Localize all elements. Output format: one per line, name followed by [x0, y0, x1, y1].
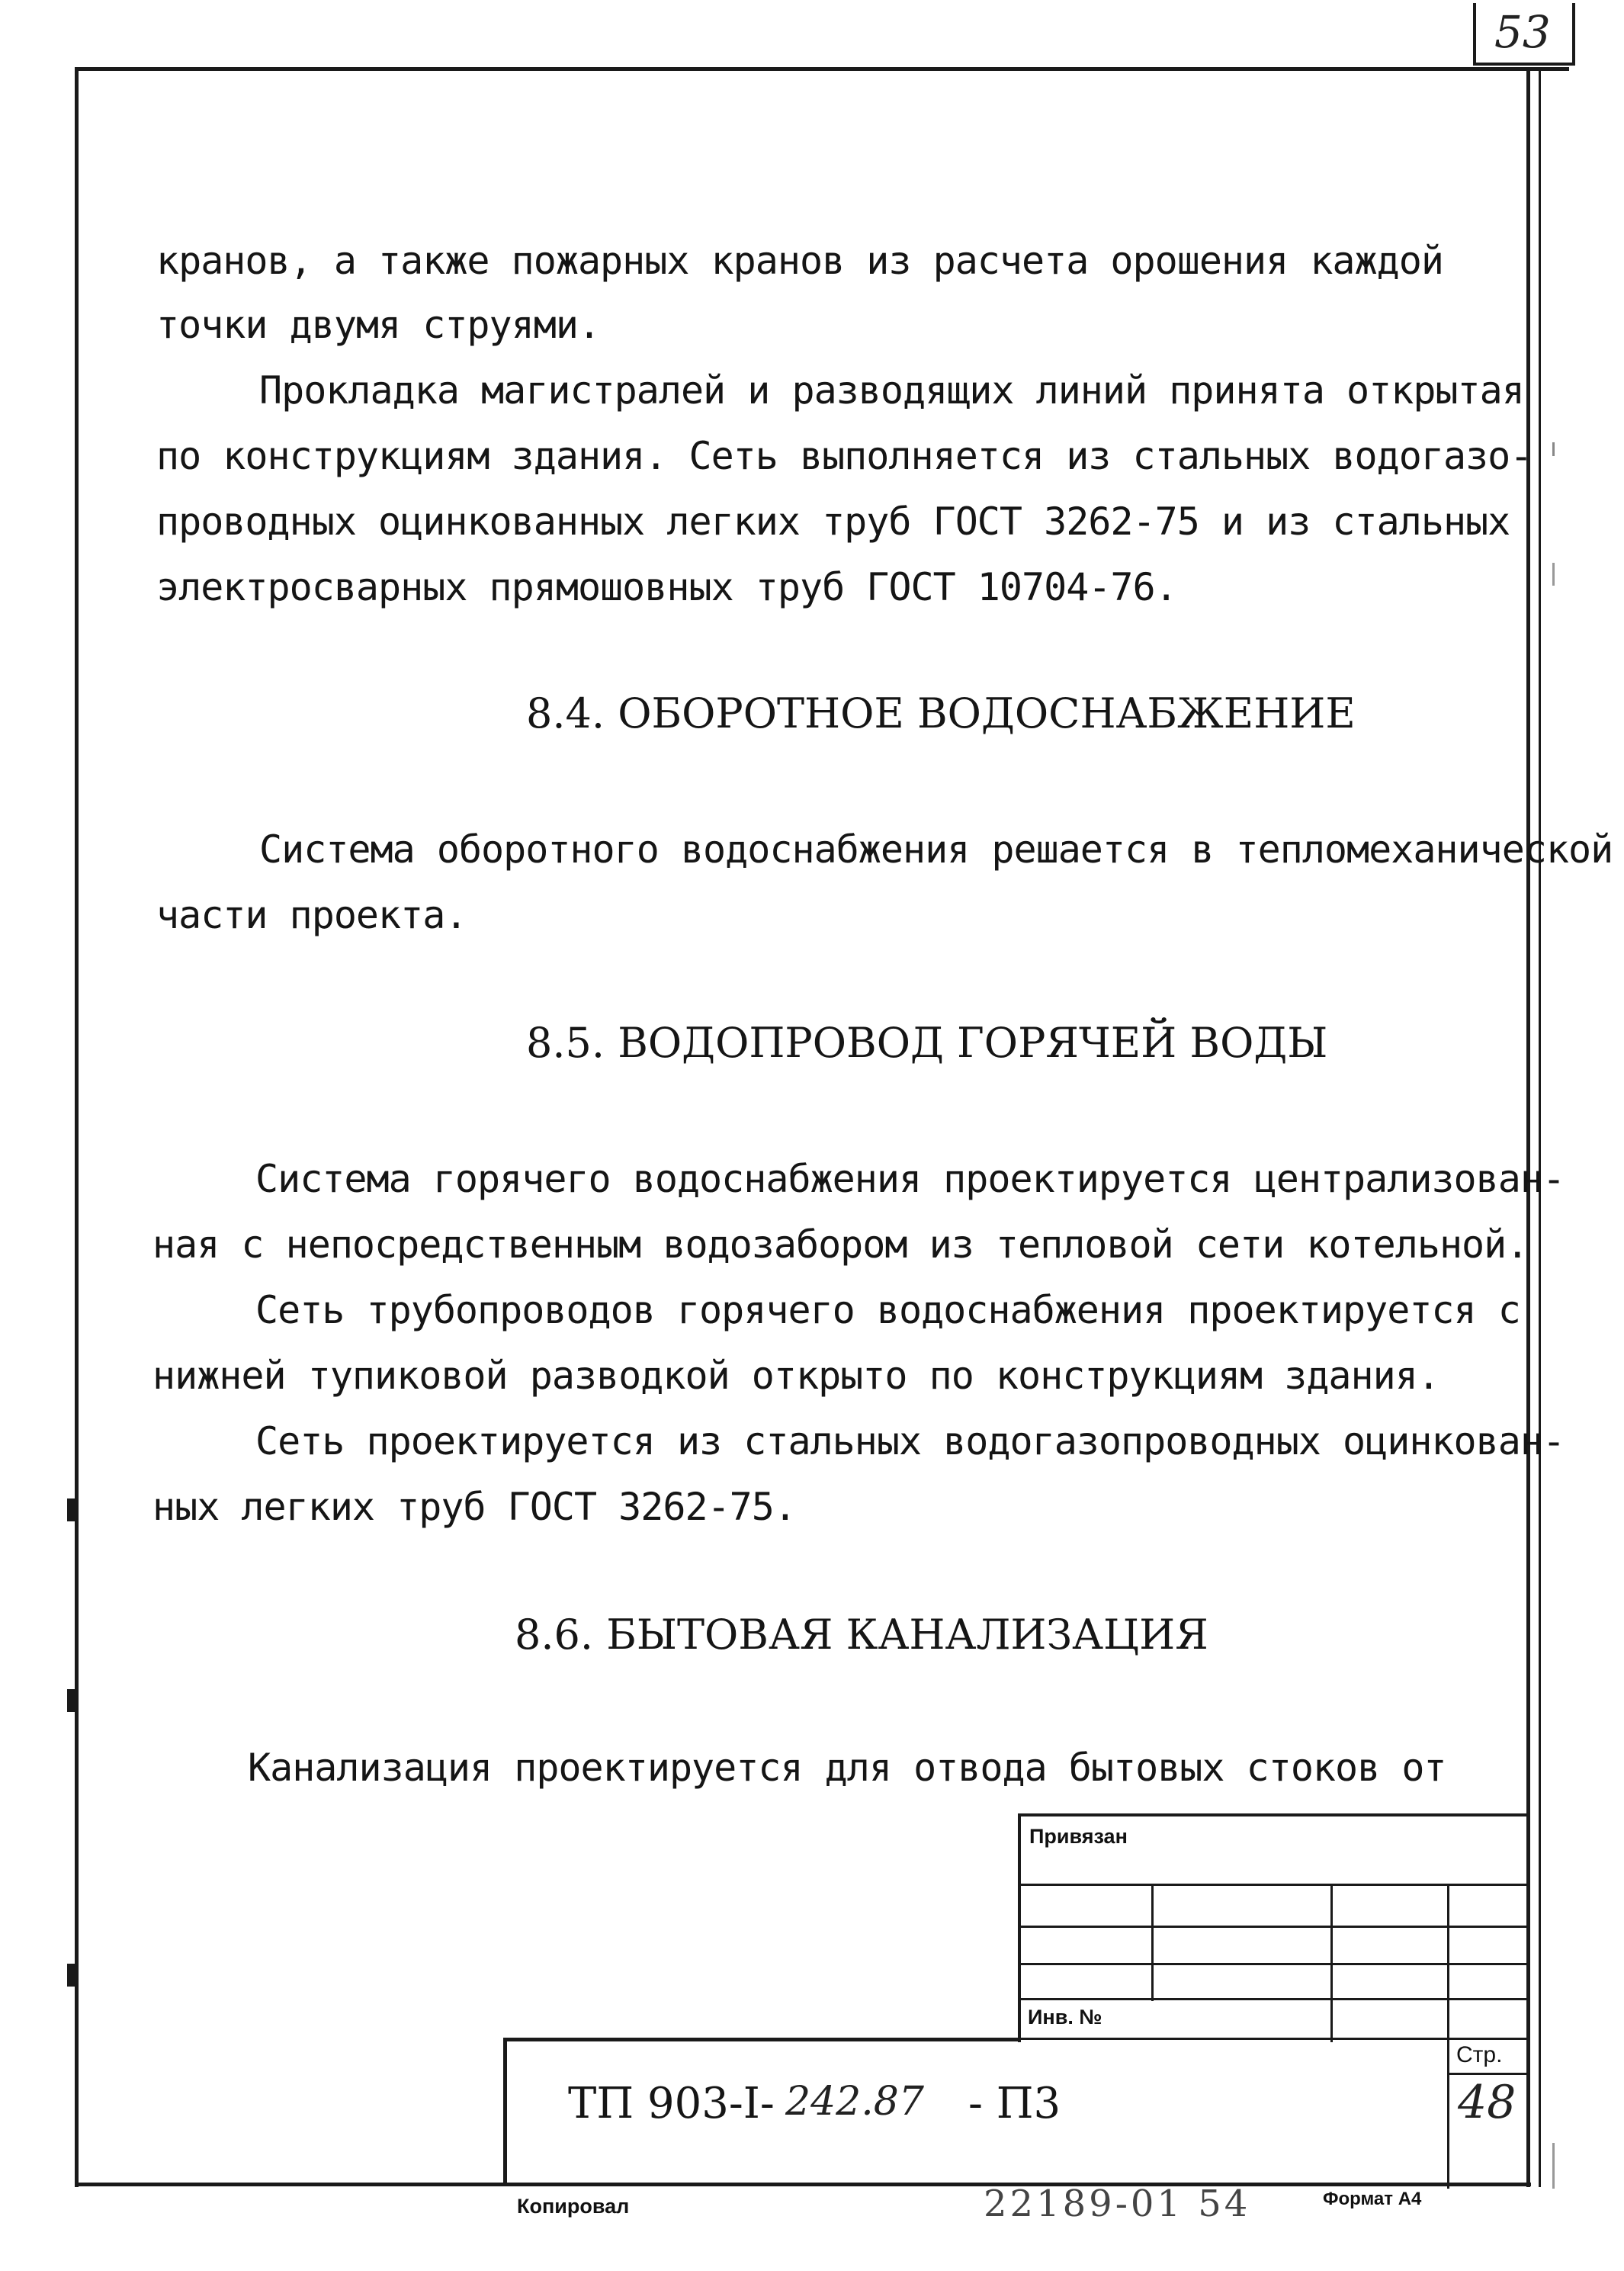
stamp-line [1447, 1884, 1449, 2189]
body-line: проводных оцинкованных легких труб ГОСТ 3262-75 и из стальных [156, 499, 1510, 544]
body-line: по конструкциям здания. Сеть выполняется из стальных водогазо- [156, 434, 1533, 478]
margin-mark [1552, 563, 1555, 586]
stamp-line [1018, 1963, 1529, 1965]
format-label: Формат А4 [1323, 2189, 1422, 2209]
margin-mark [1552, 442, 1555, 456]
document-code-suffix: - П3 [968, 2079, 1061, 2128]
body-line: кранов, а также пожарных кранов из расчета орошения каждой [156, 239, 1443, 283]
stamp-line [1330, 1884, 1333, 2042]
sheet-number: 53 [1494, 6, 1551, 58]
stamp-line [503, 2038, 507, 2186]
body-line: части проекта. [156, 893, 467, 937]
body-line: ных легких труб ГОСТ 3262-75. [152, 1485, 796, 1529]
document-code-prefix: ТП 903-I- [568, 2079, 775, 2128]
page-value: 48 [1458, 2076, 1516, 2129]
sheet-number-box-bottom [1473, 63, 1575, 66]
inv-number-label: Инв. № [1028, 2006, 1102, 2028]
stamp-line [1447, 2073, 1529, 2075]
stamp-line [1018, 1884, 1529, 1886]
body-line: ная с непосредственным водозабором из тепловой сети котельной. [152, 1222, 1529, 1267]
archive-stamp-number: 22189-01 54 [984, 2183, 1251, 2225]
stamp-line [1151, 1884, 1154, 2001]
body-line: Система оборотного водоснабжения решается в тепломеханической [259, 827, 1613, 872]
frame-right-outer [1539, 67, 1541, 2187]
margin-mark [67, 1964, 75, 1987]
margin-mark [67, 1498, 75, 1521]
frame-top [75, 67, 1569, 71]
body-line: Прокладка магистралей и разводящих линий принята открытая [259, 368, 1524, 413]
body-line: Сеть проектируется из стальных водогазопроводных оцинкован- [255, 1419, 1565, 1463]
kopiroval-label: Копировал [517, 2195, 630, 2218]
margin-mark [1552, 2143, 1555, 2189]
body-line: нижней тупиковой разводкой открыто по конструкциям здания. [152, 1354, 1439, 1398]
body-line: точки двумя струями. [156, 303, 601, 347]
stamp-line [1018, 1926, 1529, 1928]
stamp-line [1018, 1998, 1529, 2000]
frame-left [75, 67, 79, 2187]
body-line: Сеть трубопроводов горячего водоснабжения проектируется с [255, 1288, 1520, 1332]
stamp-line [1018, 1813, 1529, 1816]
section-heading-8-6: 8.6. БЫТОВАЯ КАНАЛИЗАЦИЯ [515, 1611, 1208, 1659]
privyazan-label: Привязан [1029, 1825, 1128, 1848]
section-heading-8-5: 8.5. ВОДОПРОВОД ГОРЯЧЕЙ ВОДЫ [526, 1019, 1328, 1067]
frame-right [1526, 67, 1530, 2187]
stamp-line [503, 2038, 1020, 2041]
page-label: Стр. [1456, 2042, 1503, 2067]
margin-mark [67, 1689, 75, 1712]
sheet-number-box-left [1473, 3, 1476, 64]
stamp-line [1018, 2038, 1529, 2040]
frame-bottom [75, 2183, 1531, 2186]
body-line: Канализация проектируется для отвода бытовых стоков от [248, 1746, 1446, 1790]
document-code-handwritten: 242.87 [785, 2079, 924, 2125]
body-line: Система горячего водоснабжения проектируется централизован- [255, 1157, 1565, 1201]
section-heading-8-4: 8.4. ОБОРОТНОЕ ВОДОСНАБЖЕНИЕ [526, 689, 1356, 737]
body-line: электросварных прямошовных труб ГОСТ 10704-76. [156, 565, 1177, 609]
sheet-number-box-right [1572, 3, 1575, 64]
stamp-line [1018, 1813, 1021, 2042]
